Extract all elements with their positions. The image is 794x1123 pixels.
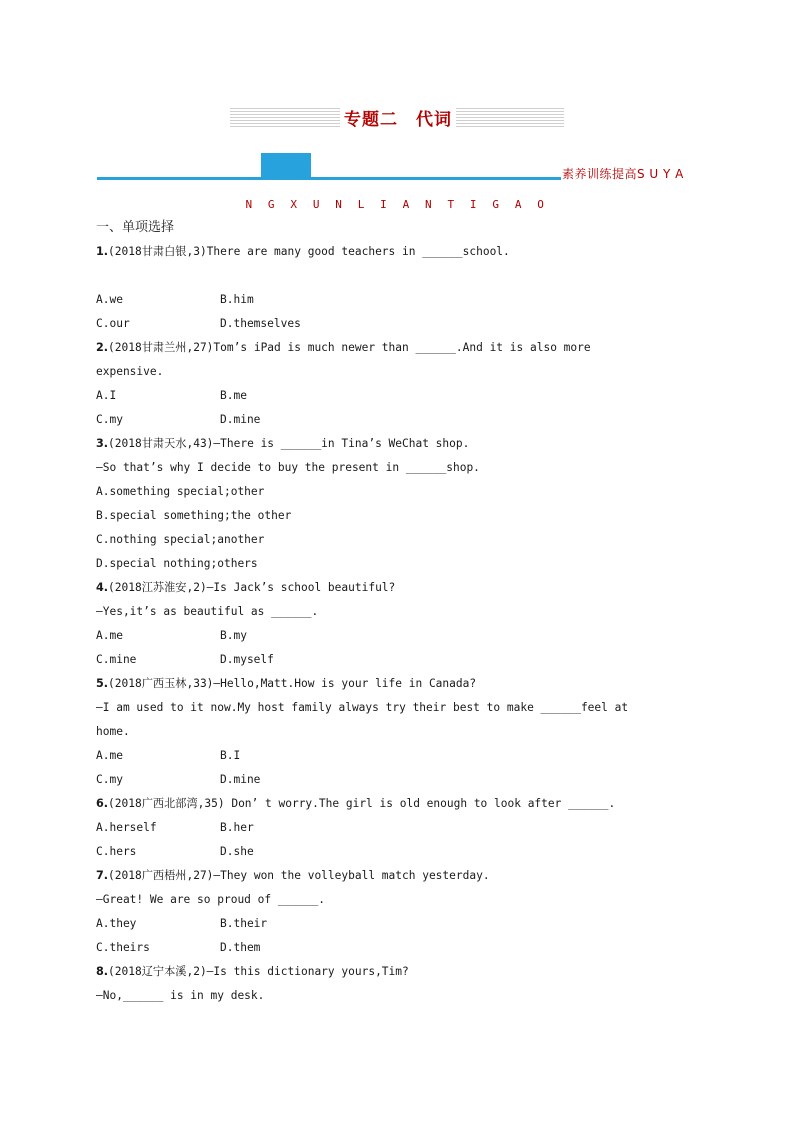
question-stem [96, 432, 696, 456]
answer-option: D.mine [220, 773, 261, 786]
page-title: 专题二 代词 [340, 108, 456, 132]
option-row [96, 528, 696, 552]
question [96, 792, 696, 864]
answer-option: D.special nothing;others [96, 557, 258, 570]
question [96, 336, 696, 432]
question-number: 8. [96, 965, 109, 978]
answer-option: A.me [96, 749, 123, 762]
answer-option: D.she [220, 845, 254, 858]
question-line [96, 696, 696, 720]
question-number: 6. [96, 797, 109, 810]
question-line [96, 888, 696, 912]
question-line [96, 720, 696, 744]
question-text: —So that’s why I decide to buy the present in ______shop. [96, 461, 480, 474]
question-stem [96, 864, 696, 888]
answer-option: B.her [220, 821, 254, 834]
question-line [96, 360, 696, 384]
answer-option: C.theirs [96, 941, 150, 954]
option-row [96, 816, 696, 840]
banner-label: 素养训练提高S U Y A [562, 167, 684, 181]
answer-option: D.mine [220, 413, 261, 426]
question-text: home. [96, 725, 130, 738]
answer-option: D.themselves [220, 317, 301, 330]
answer-option: B.special something;the other [96, 509, 292, 522]
section-heading: 一、单项选择 [96, 220, 175, 235]
question-text: (2018甘肃兰州,27)Tom’s iPad is much newer than ______.And it is also more [108, 341, 591, 354]
option-row [96, 504, 696, 528]
option-row [96, 624, 696, 648]
answer-option: B.me [220, 389, 247, 402]
question [96, 576, 696, 672]
option-row [96, 744, 696, 768]
option-row [96, 648, 696, 672]
answer-option: D.myself [220, 653, 274, 666]
question-text: (2018广西北部湾,35) Don’ t worry.The girl is old enough to look after ______. [108, 797, 616, 810]
question-text: —No,______ is in my desk. [96, 989, 265, 1002]
option-row [96, 480, 696, 504]
question-stem [96, 240, 696, 288]
question-stem [96, 576, 696, 600]
question [96, 240, 696, 336]
answer-option: A.they [96, 917, 137, 930]
answer-option: A.we [96, 293, 123, 306]
option-row [96, 768, 696, 792]
banner-line [97, 177, 561, 180]
answer-option: A.herself [96, 821, 157, 834]
answer-option: A.I [96, 389, 117, 402]
banner-block [261, 153, 311, 179]
question [96, 672, 696, 792]
question-number: 1. [96, 245, 109, 258]
question-number: 2. [96, 341, 109, 354]
answer-option: B.their [220, 917, 268, 930]
answer-option: A.me [96, 629, 123, 642]
question-text: —I am used to it now.My host family always try their best to make ______feel at [96, 701, 629, 714]
answer-option: C.our [96, 317, 130, 330]
banner-label-continued: N G X U N L I A N T I G A O [245, 198, 549, 211]
question-stem [96, 336, 696, 360]
question-number: 5. [96, 677, 109, 690]
question-stem [96, 792, 696, 816]
answer-option: B.my [220, 629, 247, 642]
option-row [96, 384, 696, 408]
option-row [96, 312, 696, 336]
question-line [96, 600, 696, 624]
question-text: —Yes,it’s as beautiful as ______. [96, 605, 319, 618]
option-row [96, 408, 696, 432]
question-line [96, 456, 696, 480]
question-number: 7. [96, 869, 109, 882]
question-line [96, 984, 696, 1008]
answer-option: C.my [96, 773, 123, 786]
question-list [96, 216, 696, 1008]
answer-option: B.I [220, 749, 241, 762]
question-text: expensive. [96, 365, 164, 378]
question [96, 864, 696, 960]
option-row [96, 552, 696, 576]
option-row [96, 288, 696, 312]
question-text: (2018广西梧州,27)—They won the volleyball match yesterday. [108, 869, 490, 882]
answer-option: A.something special;other [96, 485, 265, 498]
question [96, 432, 696, 576]
answer-option: C.mine [96, 653, 137, 666]
answer-option: C.hers [96, 845, 137, 858]
question-text: (2018甘肃天水,43)—There is ______in Tina’s WeChat shop. [108, 437, 470, 450]
answer-option: C.my [96, 413, 123, 426]
question-stem [96, 960, 696, 984]
option-row [96, 936, 696, 960]
answer-option: B.him [220, 293, 254, 306]
question-text: (2018广西玉林,33)—Hello,Matt.How is your life in Canada? [108, 677, 477, 690]
question-text: (2018江苏淮安,2)—Is Jack’s school beautiful? [108, 581, 396, 594]
question-text: —Great! We are so proud of ______. [96, 893, 326, 906]
question [96, 960, 696, 1008]
option-row [96, 912, 696, 936]
option-row [96, 840, 696, 864]
question-text: (2018辽宁本溪,2)—Is this dictionary yours,Tim? [108, 965, 409, 978]
answer-option: D.them [220, 941, 261, 954]
question-number: 3. [96, 437, 109, 450]
question-number: 4. [96, 581, 109, 594]
answer-option: C.nothing special;another [96, 533, 265, 546]
question-text: (2018甘肃白银,3)There are many good teachers in ______school. [108, 245, 510, 258]
question-stem [96, 672, 696, 696]
